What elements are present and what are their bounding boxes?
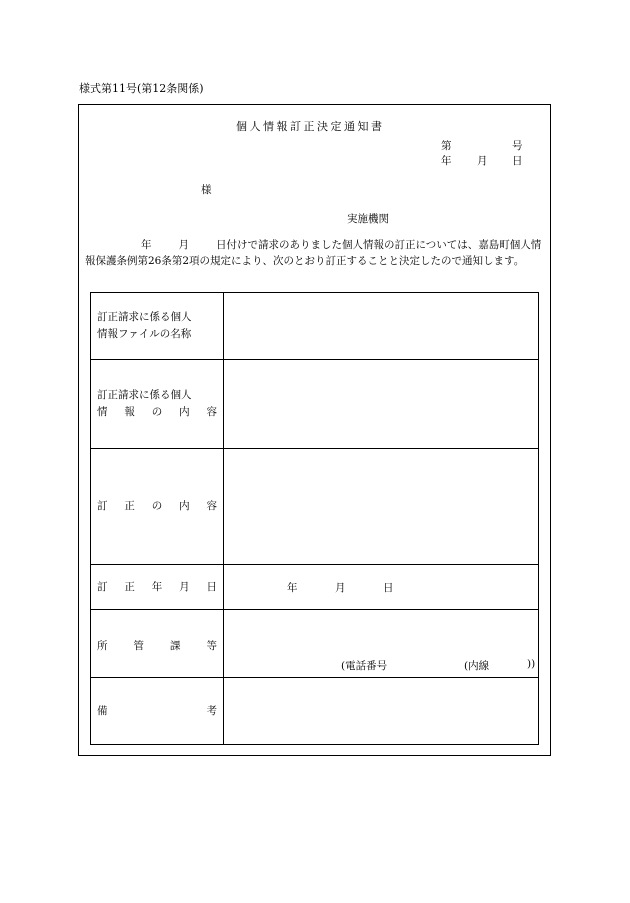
row-file-name-value[interactable] bbox=[224, 293, 539, 360]
body-text: 日付けで請求のありました個人情報の訂正については、嘉島町個人情報保護条例第26条第2項の規定により、次のとおり訂正することと決定したので通知します。 bbox=[85, 239, 542, 267]
row-file-name-label: 訂正請求に係る個人 情報ファイルの名称 bbox=[91, 293, 224, 360]
table-row bbox=[91, 293, 539, 360]
row-correction-date-label: 訂 正 年 月 日 bbox=[91, 565, 224, 610]
form-number-label: 様式第11号(第12条関係) bbox=[79, 82, 204, 95]
table-row bbox=[91, 449, 539, 565]
table-row bbox=[91, 565, 539, 610]
correction-day: 日 bbox=[383, 581, 394, 594]
table-row bbox=[91, 360, 539, 449]
extension-close: )) bbox=[527, 658, 536, 670]
correction-details-table bbox=[90, 292, 539, 745]
doc-date-day: 日 bbox=[512, 155, 523, 167]
document-title: 個人情報訂正決定通知書 bbox=[236, 120, 385, 133]
correction-month: 月 bbox=[335, 581, 346, 594]
body-month: 月 bbox=[178, 239, 189, 251]
row-department-label: 所 管 課 等 bbox=[91, 610, 224, 678]
extension-label: (内線 bbox=[464, 660, 490, 672]
row-correction-content-value[interactable] bbox=[224, 449, 539, 565]
correction-year: 年 bbox=[287, 581, 298, 594]
doc-number-dai: 第 bbox=[441, 140, 452, 152]
body-year: 年 bbox=[141, 239, 152, 251]
doc-date-year: 年 bbox=[441, 155, 452, 167]
phone-number-label: (電話番号 bbox=[341, 660, 388, 672]
table-row bbox=[91, 610, 539, 678]
row-correction-content-label: 訂 正 の 内 容 bbox=[91, 449, 224, 565]
row-remarks-value[interactable] bbox=[224, 678, 539, 745]
row-correction-date-value[interactable] bbox=[224, 565, 539, 610]
notification-body bbox=[85, 238, 547, 269]
row-department-value[interactable] bbox=[224, 610, 539, 678]
issuer-label: 実施機関 bbox=[347, 213, 389, 225]
table-row bbox=[91, 678, 539, 745]
row-info-content-value[interactable] bbox=[224, 360, 539, 449]
doc-date-month: 月 bbox=[477, 155, 488, 167]
doc-number-go: 号 bbox=[512, 140, 523, 152]
addressee-suffix: 様 bbox=[201, 184, 212, 196]
row-remarks-label: 備 考 bbox=[91, 678, 224, 745]
row-info-content-label: 訂正請求に係る個人 情 報 の 内 容 bbox=[91, 360, 224, 449]
